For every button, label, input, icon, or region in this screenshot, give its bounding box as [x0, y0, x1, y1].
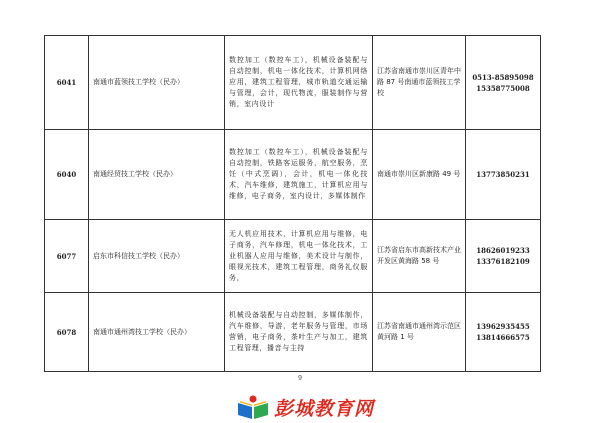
table-row	[45, 130, 541, 220]
school-phones	[466, 130, 541, 220]
phone-number: 13814666575	[476, 333, 530, 342]
school-name: 南通市蓝领技工学校（民办）	[89, 36, 225, 130]
table-row	[45, 293, 541, 372]
phone-number: 0513-85895098	[472, 72, 534, 82]
phone-number: 13962935455	[476, 322, 530, 331]
school-name: 南通经贸技工学校（民办）	[89, 130, 225, 220]
school-name: 启东市科信技工学校（民办）	[89, 220, 225, 293]
school-majors: 数控加工（数控车工），机械设备装配与自动控制，机电一体化技术，计算机网络应用，建筑工程管理，城市轨道交通运输与管理，会计，现代物流，服装制作与营销，室内设计	[225, 36, 373, 130]
phone-number: 13773850231	[476, 170, 530, 179]
phone-number: 18626019233	[476, 246, 530, 255]
school-address: 江苏省南通市通州湾示范区黄河路 1 号	[373, 293, 466, 372]
school-phones	[466, 36, 541, 130]
school-address: 南通市崇川区新康路 49 号	[373, 130, 466, 220]
phone-number: 13376182109	[476, 257, 530, 266]
school-majors: 机械设备装配与自动控制，多媒体制作，汽车维修，导游，老年服务与管理，市场营销，电子商务，茶叶生产与加工，建筑工程管理，播音与主持	[225, 293, 373, 372]
table-row	[45, 220, 541, 293]
school-name: 南通市通州湾技工学校（民办）	[89, 293, 225, 372]
school-address: 江苏省启东市高新技术产业开发区黄海路 58 号	[373, 220, 466, 293]
school-code: 6040	[45, 130, 89, 220]
school-phones	[466, 293, 541, 372]
site-logo[interactable]	[236, 393, 374, 421]
school-code: 6078	[45, 293, 89, 372]
school-code: 6041	[45, 36, 89, 130]
open-book-icon	[236, 394, 270, 420]
school-majors: 无人机应用技术，计算机应用与维修，电子商务，汽车修理，机电一体化技术，工业机器人应用与维修，美术设计与制作，眼视光技术，建筑工程管理，商务礼仪服务，	[225, 220, 373, 293]
page-number: 9	[298, 375, 302, 382]
phone-number: 15358775008	[476, 83, 530, 93]
logo-text: 彭城教育网	[274, 397, 375, 420]
school-address: 江苏省南通市崇川区青年中路 87 号南通市蓝领技工学校	[373, 36, 466, 130]
school-code: 6077	[45, 220, 89, 293]
school-phones	[466, 220, 541, 293]
school-majors: 数控加工（数控车工），机械设备装配与自动控制，铁路客运服务，航空服务，烹饪（中式烹调），会计，机电一体化技术，汽车维修，建筑施工，计算机应用与维修，电子商务，室内设计，多媒体制作	[225, 130, 373, 220]
schools-table	[44, 35, 541, 372]
table-row	[45, 36, 541, 130]
